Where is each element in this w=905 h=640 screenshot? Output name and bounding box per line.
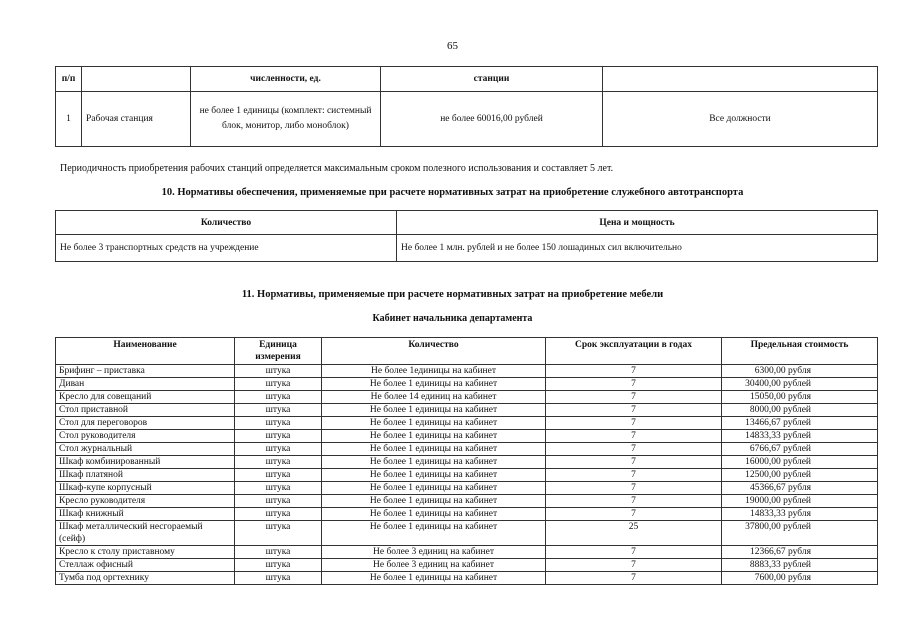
workstation-table — [55, 66, 878, 147]
furniture-unit: штука — [235, 559, 322, 572]
table-row — [56, 546, 878, 559]
furniture-quantity: Не более 1 единицы на кабинет — [322, 495, 546, 508]
furniture-lifetime: 7 — [546, 365, 722, 378]
furniture-name: Стол руководителя — [56, 430, 235, 443]
furniture-lifetime: 7 — [546, 443, 722, 456]
table-row — [56, 508, 878, 521]
furniture-max-price: 12366,67 рубля — [722, 546, 878, 559]
furniture-lifetime: 25 — [546, 521, 722, 546]
furniture-name: Шкаф книжный — [56, 508, 235, 521]
furniture-quantity: Не более 1 единицы на кабинет — [322, 508, 546, 521]
furniture-name: Кресло к столу приставному — [56, 546, 235, 559]
furniture-unit: штука — [235, 495, 322, 508]
furniture-lifetime: 7 — [546, 378, 722, 391]
furniture-unit: штука — [235, 417, 322, 430]
furniture-max-price: 7600,00 рубля — [722, 572, 878, 585]
furniture-lifetime: 7 — [546, 469, 722, 482]
header-cell: Единица измерения — [235, 338, 322, 365]
table-row — [56, 92, 878, 147]
table-row — [56, 235, 878, 262]
vehicle-price-power: Не более 1 млн. рублей и не более 150 лошадиных сил включительно — [397, 235, 878, 262]
furniture-lifetime: 7 — [546, 456, 722, 469]
furniture-name: Стеллаж офисный — [56, 559, 235, 572]
furniture-unit: штука — [235, 469, 322, 482]
furniture-quantity: Не более 1 единицы на кабинет — [322, 456, 546, 469]
furniture-quantity: Не более 3 единиц на кабинет — [322, 559, 546, 572]
row-number: 1 — [56, 92, 82, 147]
header-cell: Предельная стоимость — [722, 338, 878, 365]
furniture-quantity: Не более 1 единицы на кабинет — [322, 404, 546, 417]
furniture-max-price: 6766,67 рублей — [722, 443, 878, 456]
table-row — [56, 572, 878, 585]
furniture-lifetime: 7 — [546, 391, 722, 404]
table-row — [56, 417, 878, 430]
table-row — [56, 391, 878, 404]
furniture-unit: штука — [235, 391, 322, 404]
furniture-unit: штука — [235, 572, 322, 585]
furniture-unit: штука — [235, 482, 322, 495]
table-row — [56, 365, 878, 378]
item-price: не более 60016,00 рублей — [381, 92, 603, 147]
page-number: 65 — [447, 40, 458, 52]
periodicity-paragraph: Периодичность приобретения рабочих станций определяется максимальным сроком полезного использования и составляет 5 лет. — [60, 163, 614, 174]
table-row — [56, 378, 878, 391]
furniture-lifetime: 7 — [546, 430, 722, 443]
header-cell: Цена и мощность — [397, 211, 878, 235]
header-cell: станции — [381, 67, 603, 92]
furniture-quantity: Не более 3 единиц на кабинет — [322, 546, 546, 559]
vehicle-table — [55, 210, 878, 262]
furniture-quantity: Не более 14 единиц на кабинет — [322, 391, 546, 404]
section-10-title: 10. Нормативы обеспечения, применяемые при расчете нормативных затрат на приобретение служебного автотранспорта — [161, 187, 744, 198]
furniture-max-price: 19000,00 рублей — [722, 495, 878, 508]
header-cell — [603, 67, 878, 92]
furniture-name: Кресло для совещаний — [56, 391, 235, 404]
furniture-max-price: 45366,67 рубля — [722, 482, 878, 495]
furniture-max-price: 13466,67 рублей — [722, 417, 878, 430]
header-cell: численности, ед. — [191, 67, 381, 92]
furniture-unit: штука — [235, 521, 322, 546]
furniture-name: Шкаф металлический несгораемый (сейф) — [56, 521, 235, 546]
table-row — [56, 469, 878, 482]
table-row — [56, 404, 878, 417]
table-row — [56, 521, 878, 546]
header-cell: п/п — [56, 67, 82, 92]
furniture-quantity: Не более 1 единицы на кабинет — [322, 572, 546, 585]
furniture-unit: штука — [235, 365, 322, 378]
furniture-max-price: 14833,33 рублей — [722, 430, 878, 443]
item-quantity: не более 1 единицы (комплект: системный блок, монитор, либо моноблок) — [191, 92, 381, 147]
furniture-max-price: 15050,00 рубля — [722, 391, 878, 404]
item-name: Рабочая станция — [82, 92, 191, 147]
furniture-max-price: 30400,00 рублей — [722, 378, 878, 391]
furniture-quantity: Не более 1 единицы на кабинет — [322, 417, 546, 430]
table-row — [56, 430, 878, 443]
table-row — [56, 482, 878, 495]
header-cell: Наименование — [56, 338, 235, 365]
furniture-lifetime: 7 — [546, 482, 722, 495]
furniture-quantity: Не более 1 единицы на кабинет — [322, 469, 546, 482]
table-header-row — [56, 67, 878, 92]
furniture-name: Стол журнальный — [56, 443, 235, 456]
furniture-name: Шкаф платяной — [56, 469, 235, 482]
header-cell — [82, 67, 191, 92]
furniture-max-price: 14833,33 рубля — [722, 508, 878, 521]
furniture-max-price: 37800,00 рублей — [722, 521, 878, 546]
furniture-unit: штука — [235, 404, 322, 417]
furniture-lifetime: 7 — [546, 559, 722, 572]
furniture-max-price: 8000,00 рублей — [722, 404, 878, 417]
furniture-unit: штука — [235, 508, 322, 521]
furniture-lifetime: 7 — [546, 404, 722, 417]
furniture-name: Кресло руководителя — [56, 495, 235, 508]
section-11-title: 11. Нормативы, применяемые при расчете нормативных затрат на приобретение мебели — [241, 289, 664, 300]
section-11-subtitle: Кабинет начальника департамента — [372, 313, 533, 324]
table-row — [56, 495, 878, 508]
furniture-max-price: 8883,33 рублей — [722, 559, 878, 572]
furniture-table — [55, 337, 878, 585]
furniture-name: Брифинг – приставка — [56, 365, 235, 378]
furniture-name: Шкаф-купе корпусный — [56, 482, 235, 495]
furniture-unit: штука — [235, 546, 322, 559]
furniture-name: Шкаф комбинированный — [56, 456, 235, 469]
furniture-unit: штука — [235, 378, 322, 391]
furniture-max-price: 12500,00 рублей — [722, 469, 878, 482]
table-row — [56, 443, 878, 456]
item-positions: Все должности — [603, 92, 878, 147]
header-cell: Количество — [322, 338, 546, 365]
furniture-quantity: Не более 1 единицы на кабинет — [322, 430, 546, 443]
table-header-row — [56, 338, 878, 365]
furniture-name: Стол для переговоров — [56, 417, 235, 430]
furniture-quantity: Не более 1 единицы на кабинет — [322, 443, 546, 456]
furniture-unit: штука — [235, 456, 322, 469]
furniture-unit: штука — [235, 430, 322, 443]
furniture-lifetime: 7 — [546, 508, 722, 521]
furniture-name: Диван — [56, 378, 235, 391]
vehicle-quantity: Не более 3 транспортных средств на учреждение — [56, 235, 397, 262]
table-row — [56, 456, 878, 469]
header-cell: Срок эксплуатации в годах — [546, 338, 722, 365]
furniture-name: Стол приставной — [56, 404, 235, 417]
furniture-lifetime: 7 — [546, 546, 722, 559]
furniture-max-price: 6300,00 рубля — [722, 365, 878, 378]
furniture-lifetime: 7 — [546, 417, 722, 430]
furniture-quantity: Не более 1 единицы на кабинет — [322, 482, 546, 495]
table-row — [56, 559, 878, 572]
furniture-quantity: Не более 1 единицы на кабинет — [322, 521, 546, 546]
furniture-max-price: 16000,00 рублей — [722, 456, 878, 469]
furniture-lifetime: 7 — [546, 495, 722, 508]
furniture-quantity: Не более 1единицы на кабинет — [322, 365, 546, 378]
furniture-lifetime: 7 — [546, 572, 722, 585]
furniture-unit: штука — [235, 443, 322, 456]
furniture-quantity: Не более 1 единицы на кабинет — [322, 378, 546, 391]
header-cell: Количество — [56, 211, 397, 235]
table-header-row — [56, 211, 878, 235]
furniture-name: Тумба под оргтехнику — [56, 572, 235, 585]
